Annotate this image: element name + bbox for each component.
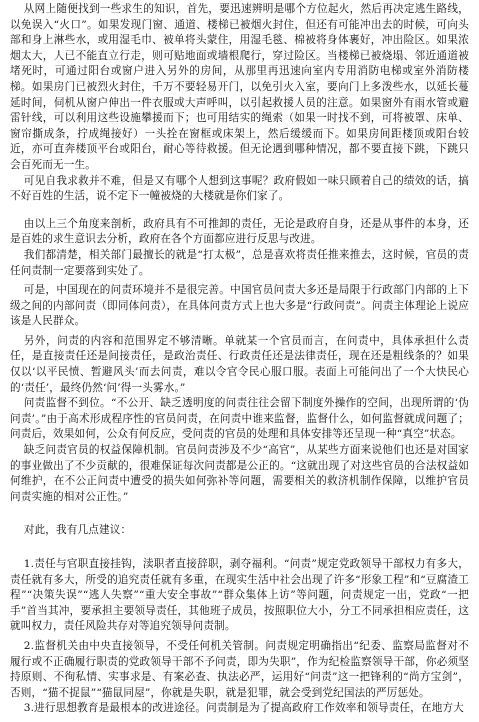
paragraph-suggestions-intro: 对此，我有几点建议： [23,524,132,537]
paragraph-supervision: 问责监督不到位。“不公开、缺乏透明度的问责往往会留下制度外操作的空间，出现所谓的‘伪问责’。”由于高术形成程序性的官员问责，在问责中谁来监督，监督什么，如何监督就成问题了；问责后，效果如何，公众有何反应，受问责的官员的处理和具体安排等还呈现一种“真空”状态。 [10,397,469,441]
paragraph-analysis-summary: 由以上三个角度来剖析，政府具有不可推卸的责任，无论是政府自身，还是从事件的本身，还是百姓的求生意识去分析，政府在各个方面都应进行反思与改进。 [10,217,469,246]
paragraph-protection: 缺乏问责官员的权益保障机制。官员问责涉及不少“高官”，从某些方面来说他们也还是对国家的事业做出了不少贡献的，很难保证每次问责都是公正的。“这就出现了对这些官员的合法权益如何维护，在不公正问责中遭受的损失如何弥补等问题，需要相关的救济机制作保障，以维护官员问责实施的相对公正性。” [10,444,469,503]
paragraph-self-rescue: 可见自我求救并不难，但是又有哪个人想到这事呢？政府假如一味只顾着自己的绩效的话，搞不好百姓的生活，说不定下一幢被烧的大楼就是你们家了。 [10,174,469,203]
paragraph-escape-knowledge: 从网上随便找到一些求生的知识，首先，要迅速辨明是哪个方位起火，然后再决定逃生路线，以免误入“火口”。如果发现门窗、通道、楼梯已被烟火封住，但还有可能冲出去的时候，可向头部和身上淋些水，或用湿毛巾、被单将头蒙住，用湿毛毯、棉被将身体裹好，冲出险区。如果浓烟太大，人已不能直立行走，则可贴地面或墙根爬行，穿过险区。当楼梯已被烧塌、邻近通道被堵死时，可通过阳台或窗户进入另外的房间，从那里再迅速向室内专用消防电梯或室外消防楼梯。如果房门已被烈火封住，千万不要轻易开门，以免引火入室，要向门上多泼些水，以延长蔓延时间，伺机从窗户伸出一件衣服或大声呼叫，以引起救援人员的注意。如果窗外有雨水管或避雷针线，可以利用这些设施攀援而下；也可用结实的绳索（如果一时找不到，可将被罩、床单、窗帘撕成条，拧成绳接好）一头拴在窗框或床架上，然后缓缓而下。如果房间距楼顶或阳台较近，亦可直奔楼顶平台或阳台，耐心等待救援。但无论遇到哪种情况，都不要直接下跳，下跳只会百死而无一生。 [10,3,469,171]
paragraph-scope: 另外，问责的内容和范围界定不够清晰。单就某一个官员而言，在问责中，具体承担什么责任，是直接责任还是间接责任，是政治责任、行政责任还是法律责任，现在还是粗线条的？如果仅以‘以平民愤、暂避风头’而去问责，难以令官令民心服口服。表面上可能问出了一个大快民心的‘责任’，最终仍然‘问’得一头雾水。” [10,334,469,394]
paragraph-environment: 可是，中国现在的问责环境并不是很完善。中国官员问责大多还是局限于行政部门内部的上下级之间的内部问责（即同体问责），在具体问责方式上也大多是“行政问责”。问责主体理论上说应该是人民群众。 [10,284,469,328]
suggestion-item-1: 1.责任与官职直接挂钩，渎职者直接辞职，剥夺福利。“问责”规定党政领导干部权力有多大，责任就有多大，所受的追究责任就有多重，在现实生活中社会出现了许多“形象工程”和“豆腐渣工程”“决策失误”“逃人失察”“重大安全事故”“群众集体上访”等问题，问责规定一出，党政“一把手”首当其冲，要承担主要领导责任，其他班子成员，按照职位大小，分工不同承担相应责任，这就叫权力，责任风险共存对等追究领导问责制。 [10,558,469,633]
suggestion-item-2: 2.监督机关由中央直接领导，不受任何机关管制。问责规定明确指出“纪委、监察局监督对不履行或不正确履行职责的党政领导干部不予问责，即为失职”，作为纪检监察领导干部，你必须坚持原则、不徇私情、实事求是、有案必查、执法必严，运用好“问责”这一把锋利的“尚方宝剑”，否则，“猫不捉鼠”“猫鼠同屋”，你就是失职，就是犯罪，就会受到党纪国法的严厉惩处。 [10,639,469,699]
paragraph-gap [10,505,469,523]
paragraph-gap [10,539,469,557]
paragraph-gap [10,205,469,217]
paragraph-accountability: 我们都清楚，相关部门最擅长的就是“打太极”，总是喜欢将责任推来推去，这时候，官员的责任问责制一定要落到实处了。 [10,248,469,277]
suggestion-item-3: 3.进行思想教育是最根本的改进途径。问责制是为了提高政府工作效率和领导责任，在地方大 [23,702,464,715]
